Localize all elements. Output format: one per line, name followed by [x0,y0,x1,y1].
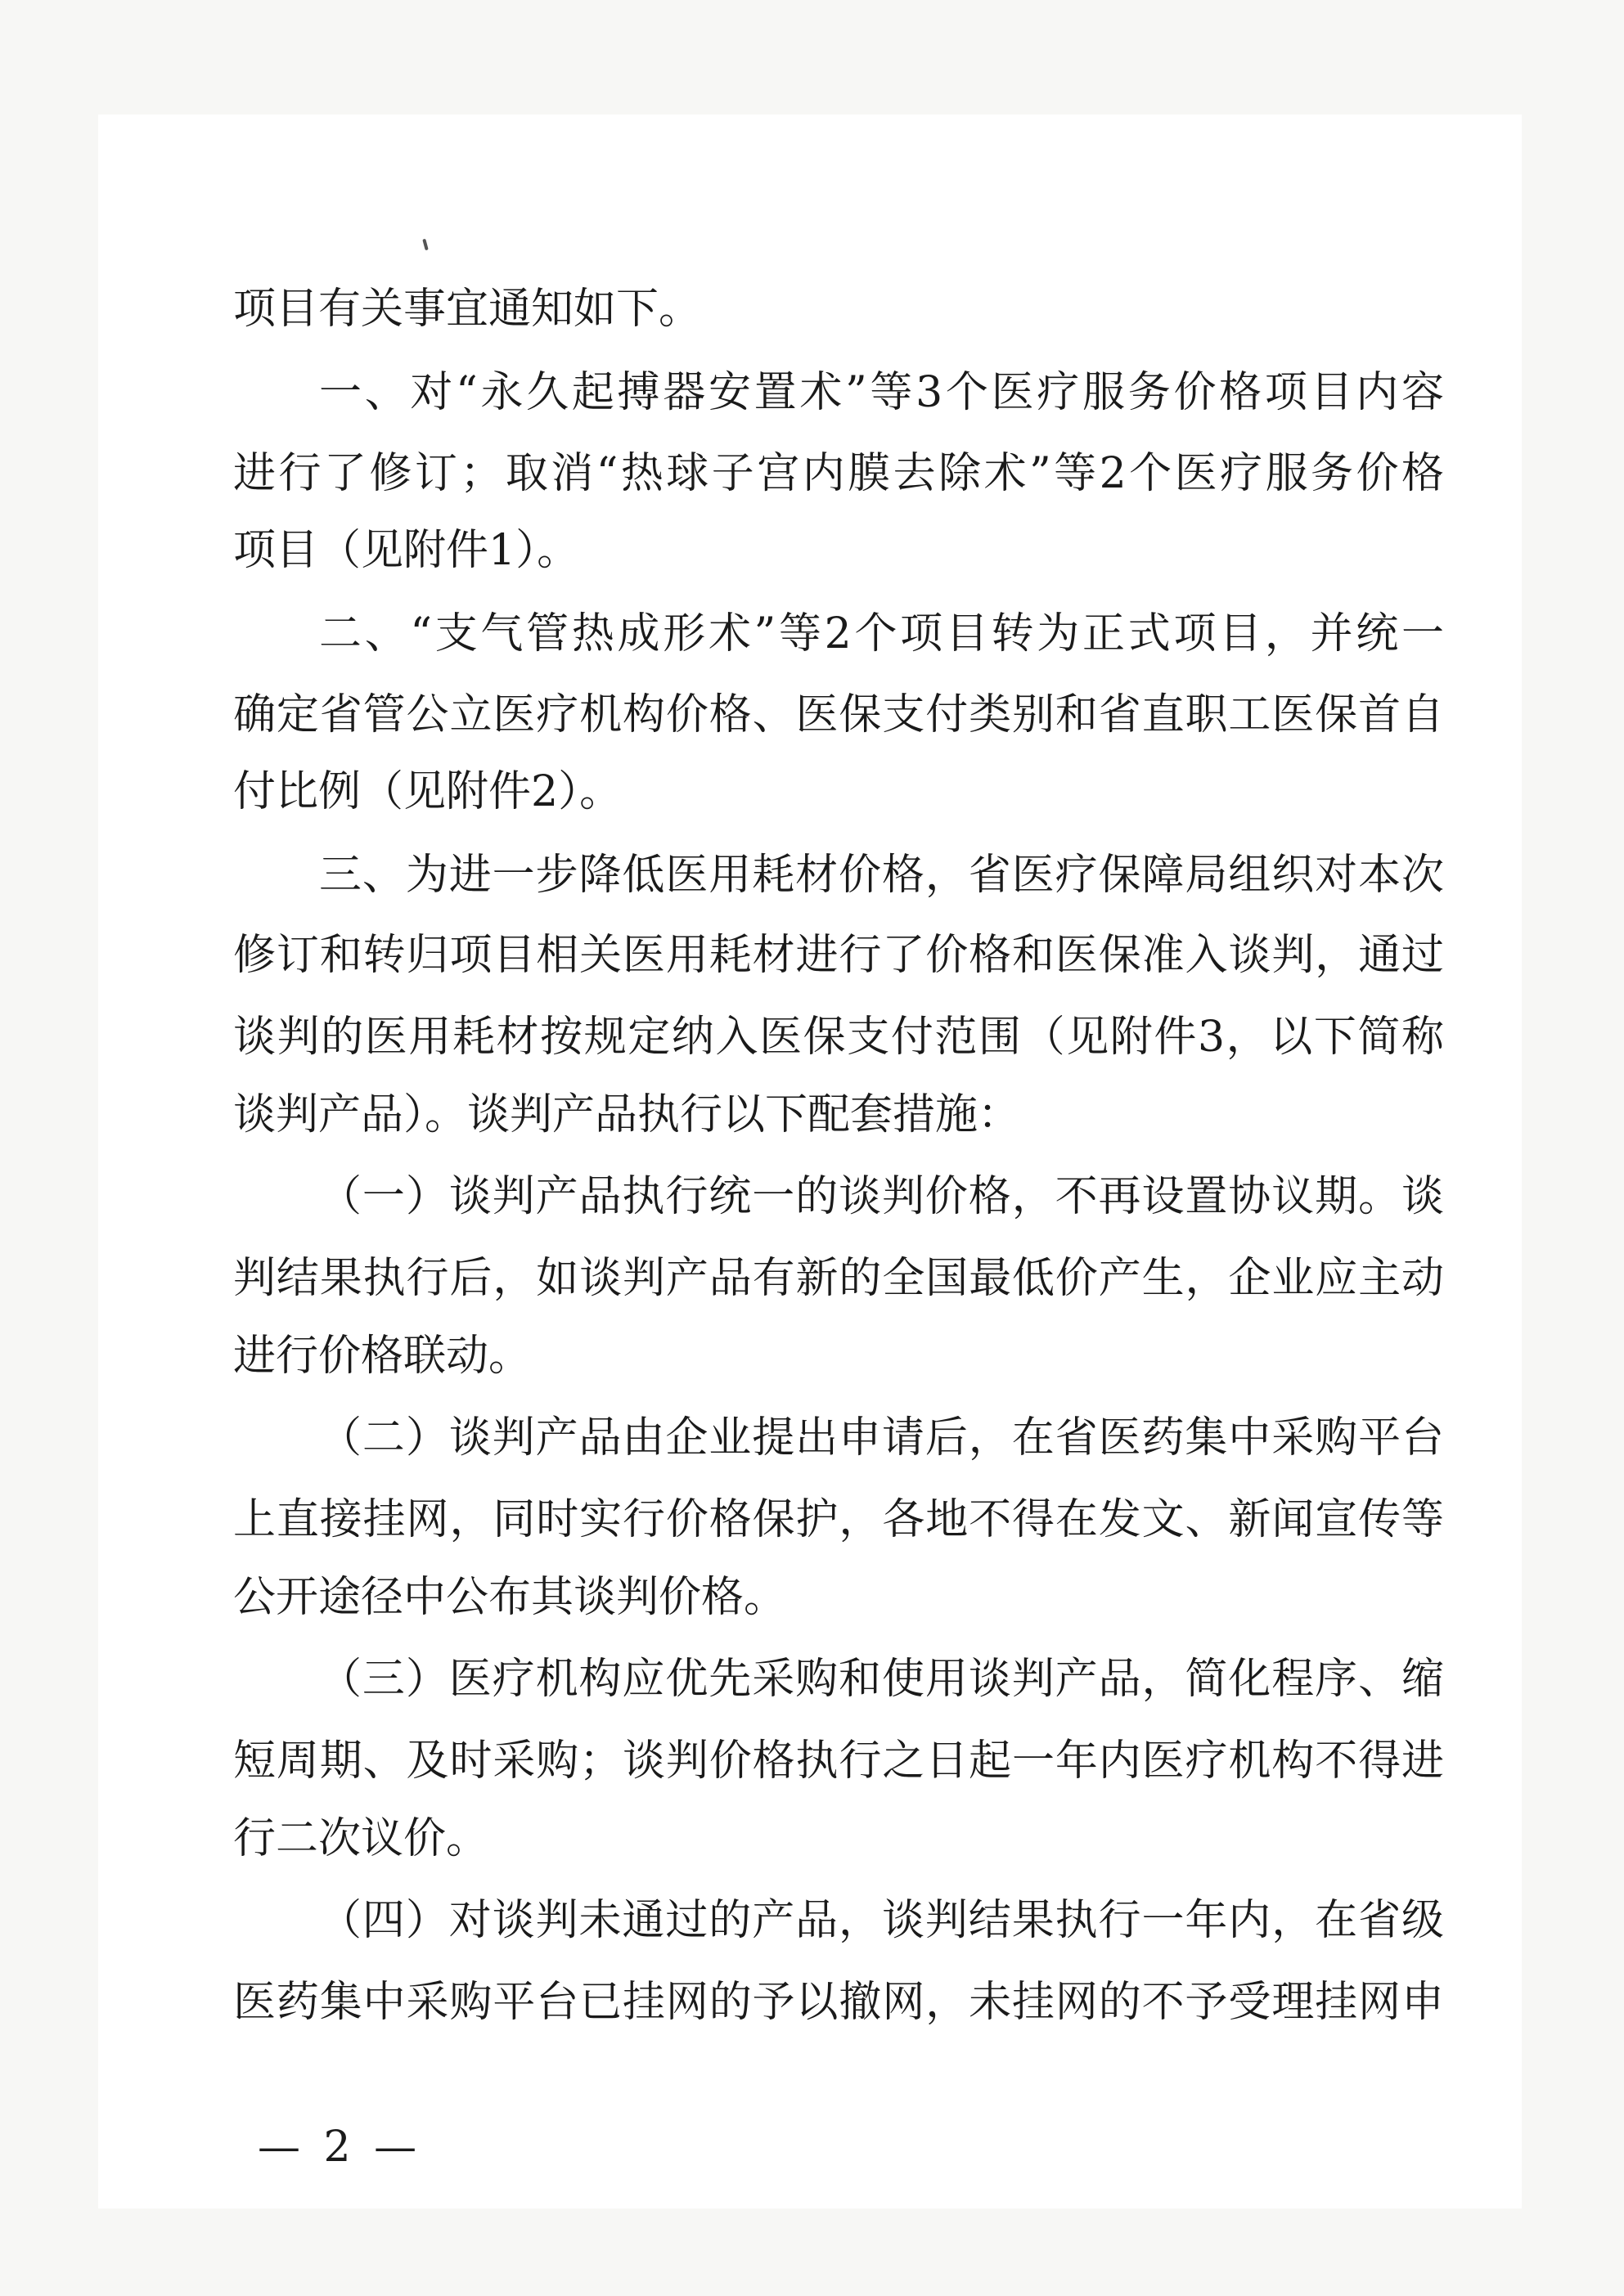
body-line: 付比例（见附件2）。 [233,767,623,816]
body-line: 谈判产品）。谈判产品执行以下配套措施： [233,1090,1021,1139]
body-line: 谈判的医用耗材按规定纳入医保支付范围（见附件3，以下简称 [233,1013,1444,1062]
body-line: 项目有关事宜通知如下。 [233,285,702,334]
body-line: 医药集中采购平台已挂网的予以撤网，未挂网的不予受理挂网申 [233,1978,1444,2027]
body-line: （一）谈判产品执行统一的谈判价格，不再设置协议期。谈 [319,1172,1444,1221]
body-line: 一、对“永久起搏器安置术”等3个医疗服务价格项目内容 [319,368,1444,417]
page-number: — 2 — [258,2123,422,2172]
body-line: 上直接挂网，同时实行价格保护，各地不得在发文、新闻宣传等 [233,1495,1444,1544]
body-line: （二）谈判产品由企业提出申请后，在省医药集中采购平台 [319,1413,1444,1463]
body-line: 项目（见附件1）。 [233,526,580,575]
body-line: （四）对谈判未通过的产品，谈判结果执行一年内，在省级 [319,1896,1444,1945]
body-line: 二、“支气管热成形术”等2个项目转为正式项目，并统一 [319,609,1444,658]
body-line: 公开途径中公布其谈判价格。 [233,1573,787,1622]
body-line: 短周期、及时采购；谈判价格执行之日起一年内医疗机构不得进 [233,1737,1444,1786]
body-line: 进行价格联动。 [233,1332,532,1381]
body-line: 三、为进一步降低医用耗材价格，省医疗保障局组织对本次 [319,851,1444,900]
body-line: 判结果执行后，如谈判产品有新的全国最低价产生，企业应主动 [233,1254,1444,1303]
body-line: 进行了修订；取消“热球子宫内膜去除术”等2个医疗服务价格 [233,449,1444,498]
document-page [98,115,1522,2208]
body-line: 行二次议价。 [233,1814,489,1863]
body-line: （三）医疗机构应优先采购和使用谈判产品，简化程序、缩 [319,1655,1444,1704]
body-line: 确定省管公立医疗机构价格、医保支付类别和省直职工医保首自 [233,690,1444,739]
body-line: 修订和转归项目相关医用耗材进行了价格和医保准入谈判，通过 [233,931,1444,980]
